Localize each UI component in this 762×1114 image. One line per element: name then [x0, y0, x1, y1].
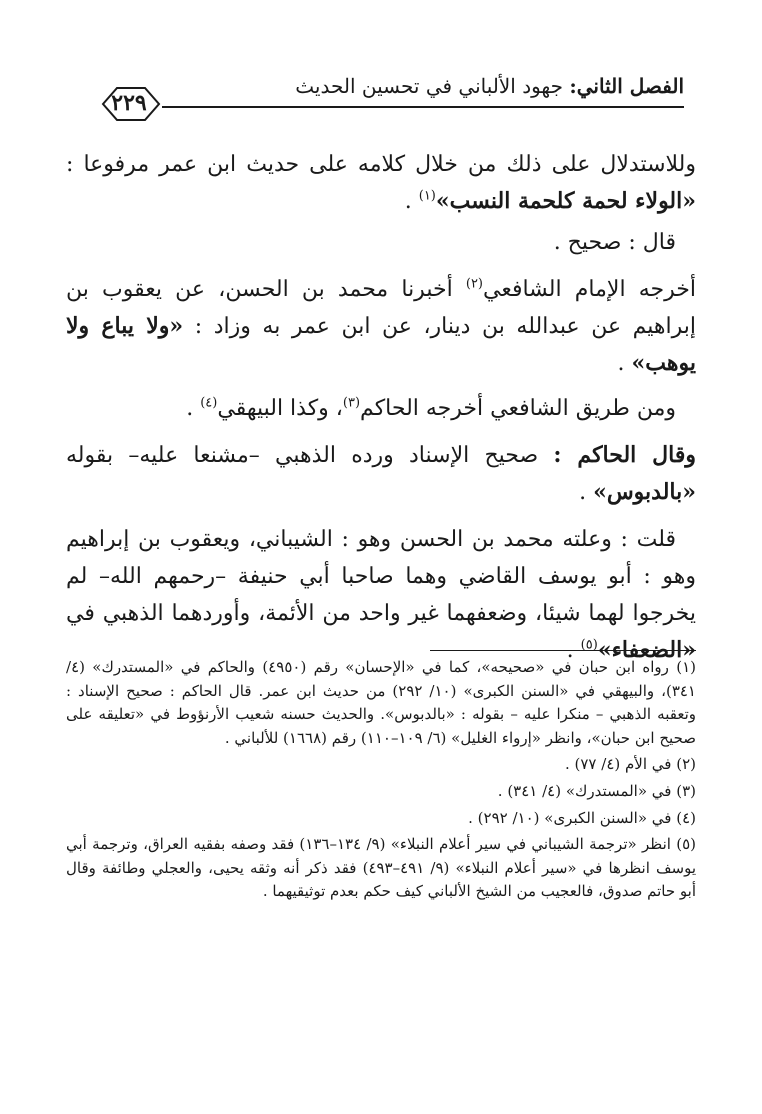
footnote-ref-5: (٥) [580, 637, 598, 653]
chapter-label: الفصل الثاني: [569, 74, 684, 98]
footnote-ref-3: (٣) [342, 395, 361, 411]
paragraph-5 [66, 437, 696, 511]
footnote-3: (٣) في «المستدرك» (٤/ ٣٤١) . [497, 781, 696, 800]
header-text [295, 74, 684, 98]
footnote-ref-1: (١) [418, 188, 436, 204]
hadith-quote-2: «ولا يباع ولا يوهب» [66, 313, 696, 376]
footnote-2: (٢) في الأم (٤/ ٧٧) . [564, 755, 696, 774]
paragraph-2-text: قال : صحيح . [553, 230, 676, 255]
main-text [66, 146, 696, 669]
paragraph-5-text: صحيح الإسناد ورده الذهبي –مشنعا عليه– بقوله [66, 443, 554, 468]
paragraph-6-end: . [566, 638, 581, 663]
paragraph-1 [66, 146, 696, 220]
footnote-5: (٥) انظر «ترجمة الشيباني في سير أعلام النبلاء» (٩/ ١٣٤–١٣٦) فقد وصفه بفقيه العراق، وترجمة أبي يوسف انظرها في «سير أعلام النبلاء» (٩/ ٤٩١–٤٩٣) فقد ذكر أنه وثقه يحيى، والعجلي وطائفة وقال أبو حاتم صدوق، فالعجيب من الشيخ الألباني كيف حكم بعدم توثيقيهما . [66, 835, 697, 901]
header-rule [162, 106, 684, 108]
paragraph-3-end: . [617, 351, 632, 376]
footnote-separator [430, 650, 696, 651]
paragraph-4-end: . [186, 396, 201, 421]
running-header [100, 60, 684, 116]
hadith-quote-1: «الولاء لحمة كلحمة النسب» [435, 188, 696, 214]
paragraph-4-text-b: ، وكذا البيهقي [217, 396, 343, 421]
quote-bidabbus: «بالدبوس» [593, 479, 696, 505]
paragraph-4 [66, 390, 696, 427]
page-number: ٢٢٩ [111, 90, 147, 116]
paragraph-5-lead: وقال الحاكم : [553, 442, 696, 468]
footnote-ref-2: (٢) [465, 276, 483, 292]
paragraph-6 [66, 521, 696, 669]
footnote-1: (١) رواه ابن حبان في «صحيحه»، كما في «الإحسان» رقم (٤٩٥٠) والحاكم في «المستدرك» (٤/ ٣٤١)، والبيهقي في «السنن الكبرى» (١٠/ ٢٩٢) من حديث ابن عمر. قال الحاكم : صحيح الإسناد : وتعقبه الذهبي – منكرا عليه – بقوله : «بالدبوس». والحديث حسنه شعيب الأرنؤوط في «تعليقه على صحيح ابن حبان»، وانظر «إرواء الغليل» (٦/ ١٠٩–١١٠) رقم (١٦٦٨) للألباني . [66, 658, 696, 747]
paragraph-1-text: وللاستدلال على ذلك من خلال كلامه على حديث ابن عمر مرفوعا : [66, 152, 696, 177]
book-title-duafa: «الضعفاء» [597, 637, 696, 663]
paragraph-4-text-a: ومن طريق الشافعي أخرجه الحاكم [360, 396, 676, 421]
footnote-4: (٤) في «السنن الكبرى» (١٠/ ٢٩٢) . [468, 808, 696, 827]
paragraph-3 [66, 271, 696, 382]
paragraph-3-text-a: أخرجه الإمام الشافعي [483, 277, 696, 302]
paragraph-3-text-b: أخبرنا محمد بن الحسن، عن يعقوب بن إبراهيم عن عبدالله بن دينار، عن ابن عمر به وزاد : [66, 277, 696, 339]
footnote-ref-4: (٤) [200, 395, 218, 411]
paragraph-6-text: قلت : وعلته محمد بن الحسن وهو : الشيباني، ويعقوب بن إبراهيم وهو : أبو يوسف القاضي وهما صاحبا أبي حنيفة –رحمهم الله– لم يخرجوا لهما شيئا، وضعفهما غير واحد من الأئمة، وأوردهما الذهبي في [66, 527, 696, 626]
footnotes [66, 656, 696, 904]
paragraph-2 [66, 224, 696, 261]
paragraph-1-end: . [404, 189, 419, 214]
chapter-title: جهود الألباني في تحسين الحديث [295, 74, 564, 98]
paragraph-5-end: . [579, 480, 594, 505]
page-number-badge [95, 80, 163, 128]
